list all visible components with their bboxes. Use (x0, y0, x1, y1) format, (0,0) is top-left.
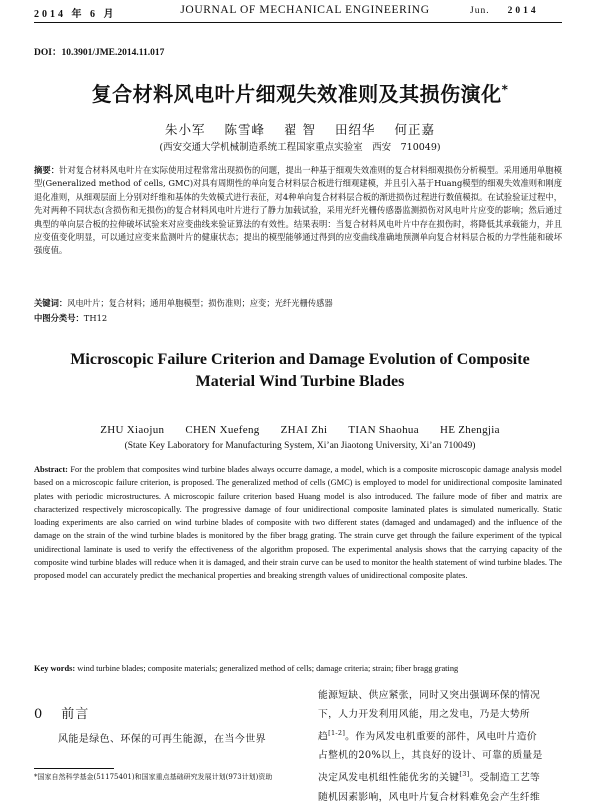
intro-line: 占整机的20%以上，其良好的设计、可靠的质量是 (318, 750, 543, 762)
en-abstract-text: For the problem that composites wind turbine blades always occurre damage, a model, which is a composite microscopic damage analysis model based on a microscopic failure criterion, is proposed. The generalized method of cells (GMC) is employed to model for unidirectional composite laminated plates with periodic microstructures. A microscopic failure criterion based Huang model is also introduced. The failure mode of fiber and matrix are characterized respectively microscopically. The progressive damage of four unidirectional composite laminated plates is simulated numerically. Static loading experiments are also carried on wind turbine blades of composite with two different states (damaged and undamaged) and the influence of the damage on the strain of the wind turbine blades is monitored by the fiber bragg grating. The strain curve get through the failure experiment of the typical unidirectional laminate is used to verify the effectiveness of the algorithm proposed. The experimental analysis shows that the carrying capacity of the composite wind turbine blades will reduce when it is damaged, and their strain curve can be used to monitor the health statement of wind turbine blades. The proposed model can accurately predict the mechanical properties and breaking strength values of unidirectional composite plates. (34, 465, 562, 580)
cn-abstract-text: 针对复合材料风电叶片在实际使用过程常常出现损伤的问题，提出一种基于细观失效准则的复合材料细观损伤分析模型。采用通用单胞模型(Generalized method of cells, GMC)对具有周期性的单向复合材料层合板进行细观建模，并且引入基于Huang模型的细观失效准则和刚度退化准则，从细观层面上分别对纤维和基体的失效模式进行表征，对4种单向复合材料层合板的渐进损伤过程进行数值模拟。在试验验证过程中，先对两种不同状态(含损伤和无损伤)的复合材料风电叶片进行了静力加载试验，采用光纤光栅传感器监测损伤对风电叶片应变的影响；然后通过典型的单向层合板的拉伸破坏试验来对应变曲线来验证算法的有效性。结果表明：当复合材料风电叶片中存在损伤时，将降低其承载能力，并且应变值变化明显，可以通过应变来监测叶片的健康状态；提出的模型能够通过得到的应变曲线准确地预测单向复合材料层合板的力学性能和破坏强度值。 (34, 165, 562, 256)
cn-author: 翟 智 (284, 122, 316, 137)
header-journal: JOURNAL OF MECHANICAL ENGINEERING (180, 4, 430, 16)
cn-keywords (34, 297, 562, 310)
en-author: HE Zhengjia (439, 424, 500, 436)
cn-affiliation: (西安交通大学机械制造系统工程国家重点实验室 西安 710049) (159, 142, 441, 153)
header-issue: 2014 年 6 月 (34, 9, 117, 20)
doi: DOI：10.3901/JME.2014.11.017 (34, 48, 165, 58)
en-affiliation: (State Key Laboratory for Manufacturing System, Xi’an Jiaotong University, Xi’an 710049) (124, 441, 476, 451)
en-keywords (34, 663, 574, 675)
cn-title-text: 复合材料风电叶片细观失效准则及其损伤演化 (91, 82, 502, 106)
intro-right-text (318, 686, 566, 807)
intro-line (318, 724, 566, 746)
cn-author: 田绍华 (334, 122, 376, 137)
cn-author: 朱小军 (165, 122, 206, 137)
footnote: *国家自然科学基金(51175401)和国家重点基础研究发展计划(973计划)资助 (34, 773, 273, 781)
en-title (0, 349, 600, 393)
intro-line: 随机因素影响，风电叶片复合材料难免会产生纤维 (318, 791, 541, 803)
cn-keywords-text: 风电叶片；复合材料；通用单胞模型；损伤准则；应变；光纤光栅传感器 (67, 298, 333, 308)
intro-line-part: 。受制造工艺等 (469, 772, 541, 784)
citation: [3] (459, 770, 470, 779)
en-author: ZHAI Zhi (280, 424, 328, 436)
en-abstract-label: Abstract: (34, 465, 68, 474)
header-year: 2014 (507, 6, 539, 16)
en-keywords-text: wind turbine blades; composite materials; generalized method of cells; damage criteria; strain; fiber bragg grating (77, 664, 459, 673)
intro-line-part: 。作为风发电机重要的部件，风电叶片造价 (345, 731, 537, 743)
intro-line (318, 765, 566, 787)
en-keywords-label: Key words: (34, 664, 76, 673)
en-author: CHEN Xuefeng (185, 424, 260, 436)
section-title: 前言 (61, 707, 90, 722)
en-abstract (34, 463, 562, 582)
cn-keywords-label: 关键词： (34, 298, 68, 308)
intro-line-part: 决定风发电机组性能优劣的关键 (318, 772, 460, 784)
section-heading (34, 703, 89, 722)
footnote-rule (34, 768, 114, 769)
cn-author: 何正嘉 (394, 122, 435, 137)
intro-left-text: 风能是绿色、环保的可再生能源，在当今世界 (58, 734, 266, 745)
cn-title (0, 78, 600, 107)
en-author: TIAN Shaohua (348, 424, 419, 436)
intro-line: 能源短缺、供应紧张，同时又突出强调环保的情况 (318, 690, 541, 701)
cn-class-code: TH12 (83, 313, 108, 323)
cn-abstract (34, 164, 562, 258)
en-title-line2: Material Wind Turbine Blades (195, 373, 405, 390)
intro-line: 下，人力开发利用风能，用之发电，乃是大势所 (318, 709, 531, 720)
citation: [1-2] (328, 729, 346, 737)
section-number: 0 (34, 707, 44, 722)
header-rule (34, 22, 562, 23)
cn-title-mark: * (501, 82, 509, 97)
intro-line-part: 趋 (318, 731, 329, 743)
en-title-line1: Microscopic Failure Criterion and Damage Evolution of Composite (70, 351, 530, 368)
cn-class-label: 中图分类号： (34, 313, 84, 323)
cn-authors (0, 120, 600, 138)
en-authors (0, 424, 600, 436)
cn-classification (34, 312, 562, 325)
header-date (470, 6, 539, 16)
cn-abstract-label: 摘要： (34, 165, 60, 175)
en-author: ZHU Xiaojun (100, 424, 165, 436)
header-month: Jun. (470, 6, 490, 16)
cn-author: 陈雪峰 (224, 122, 266, 137)
